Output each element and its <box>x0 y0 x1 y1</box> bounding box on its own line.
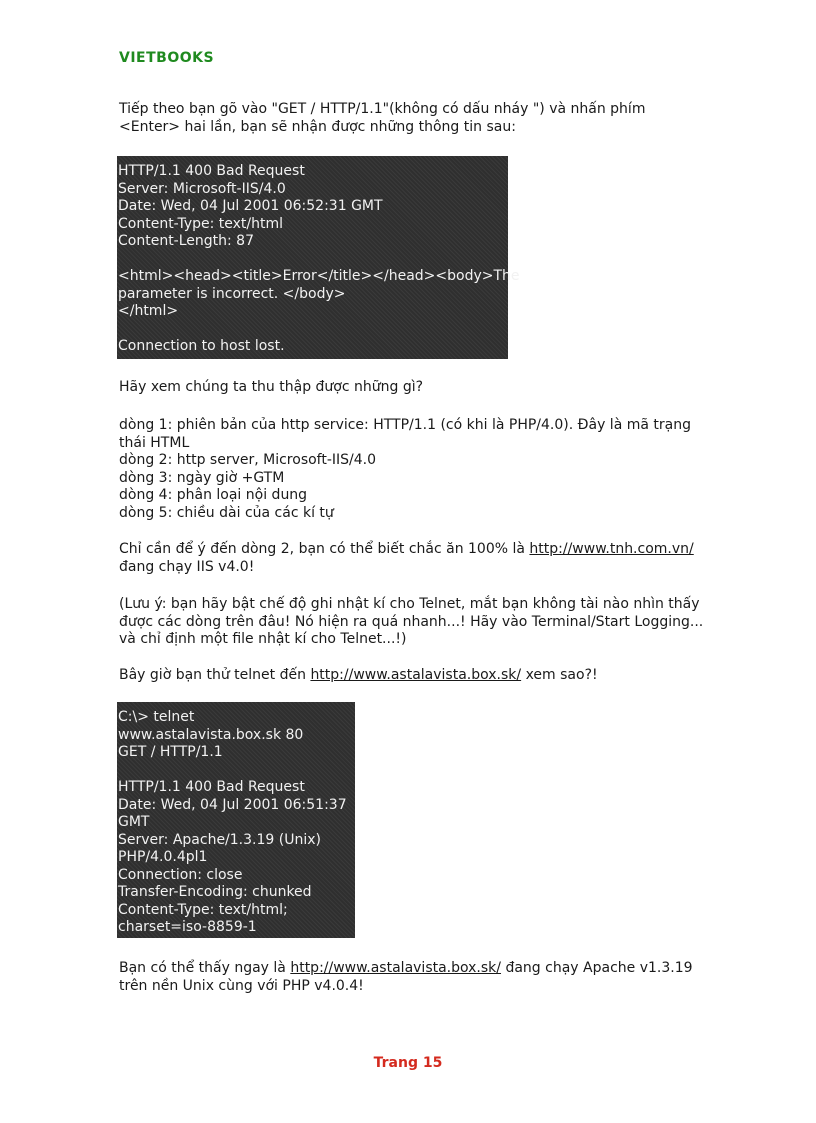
terminal-line: Content-Type: text/html; <box>118 901 288 918</box>
conclusion-iis-before: Chỉ cần để ý đến dòng 2, bạn có thể biết chắc ăn 100% là <box>119 541 530 557</box>
try-telnet-before: Bây giờ bạn thử telnet đến <box>119 667 311 683</box>
terminal-line: Server: Apache/1.3.19 (Unix) <box>118 831 321 848</box>
terminal-line: Server: Microsoft-IIS/4.0 <box>118 180 286 197</box>
intro-paragraph <box>119 101 709 136</box>
terminal-line: www.astalavista.box.sk 80 <box>118 726 304 743</box>
terminal-line: Transfer-Encoding: chunked <box>118 884 312 900</box>
terminal-line: HTTP/1.1 400 Bad Request <box>118 779 305 795</box>
list-item: dòng 2: http server, Microsoft-IIS/4.0 <box>119 452 377 468</box>
conclusion-apache-after: đang chạy Apache v1.3.19 trên nền Unix cùng với PHP v4.0.4! <box>119 960 693 994</box>
conclusion-iis-after: đang chạy IIS v4.0! <box>119 558 255 575</box>
terminal-line: </html> <box>118 303 179 319</box>
terminal-line: <html><head><title>Error</title></head><body>The <box>118 268 520 284</box>
terminal-line: Connection: close <box>118 866 243 883</box>
note-paragraph <box>119 596 709 649</box>
conclusion-apache-paragraph <box>119 960 709 995</box>
list-item: dòng 3: ngày giờ +GTM <box>119 469 285 486</box>
terminal-line: PHP/4.0.4pl1 <box>118 849 208 865</box>
terminal-line: GET / HTTP/1.1 <box>118 744 223 760</box>
terminal-line: charset=iso-8859-1 <box>118 919 257 935</box>
question-text: Hãy xem chúng ta thu thập được những gì? <box>119 379 424 395</box>
terminal-line: Date: Wed, 04 Jul 2001 06:52:31 GMT <box>118 198 383 214</box>
terminal-line: GMT <box>118 814 150 830</box>
terminal-line: Content-Type: text/html <box>118 215 284 232</box>
terminal-output-apache <box>117 702 355 938</box>
try-telnet-after: xem sao?! <box>521 667 598 683</box>
astalavista-link[interactable]: http://www.astalavista.box.sk/ <box>310 667 522 683</box>
note-text: (Lưu ý: bạn hãy bật chế độ ghi nhật kí cho Telnet, mắt bạn không tài nào nhìn thấy được các dòng trên đâu! Nó hiện ra quá nhanh...! Hãy vào Terminal/Start Logging... và chỉ định một file nhật kí cho Telnet...!) <box>119 596 704 647</box>
terminal-line: Connection to host lost. <box>118 338 285 354</box>
terminal-line <box>117 762 355 780</box>
terminal-output-iis <box>117 156 520 359</box>
question-paragraph <box>119 379 709 397</box>
terminal-line <box>117 321 508 339</box>
conclusion-iis-paragraph <box>119 541 709 576</box>
try-telnet-paragraph <box>119 667 709 685</box>
tnh-link[interactable]: http://www.tnh.com.vn/ <box>529 541 694 557</box>
terminal-line: HTTP/1.1 400 Bad Request <box>118 163 305 179</box>
header-lines-list <box>119 417 709 522</box>
terminal-line <box>117 251 508 269</box>
intro-text: Tiếp theo bạn gõ vào "GET / HTTP/1.1"(không có dấu nháy ") và nhấn phím <Enter> hai lần, bạn sẽ nhận được những thông tin sau: <box>119 101 646 135</box>
astalavista-link-2[interactable]: http://www.astalavista.box.sk/ <box>290 960 502 976</box>
terminal-line: Content-Length: 87 <box>118 233 255 249</box>
terminal-line: Date: Wed, 04 Jul 2001 06:51:37 <box>118 796 347 813</box>
conclusion-apache-before: Bạn có thể thấy ngay là <box>119 960 291 976</box>
terminal-line: parameter is incorrect. </body> <box>118 285 346 302</box>
terminal-line: C:\> telnet <box>118 709 195 725</box>
list-item: dòng 4: phân loại nội dung <box>119 487 308 503</box>
list-item: dòng 5: chiều dài của các kí tự <box>119 504 334 521</box>
page-number: Trang 15 <box>373 1055 443 1071</box>
brand-header: VIETBOOKS <box>119 50 215 66</box>
list-item: dòng 1: phiên bản của http service: HTTP/1.1 (có khi là PHP/4.0). Đây là mã trạng thái HTML <box>119 417 691 451</box>
